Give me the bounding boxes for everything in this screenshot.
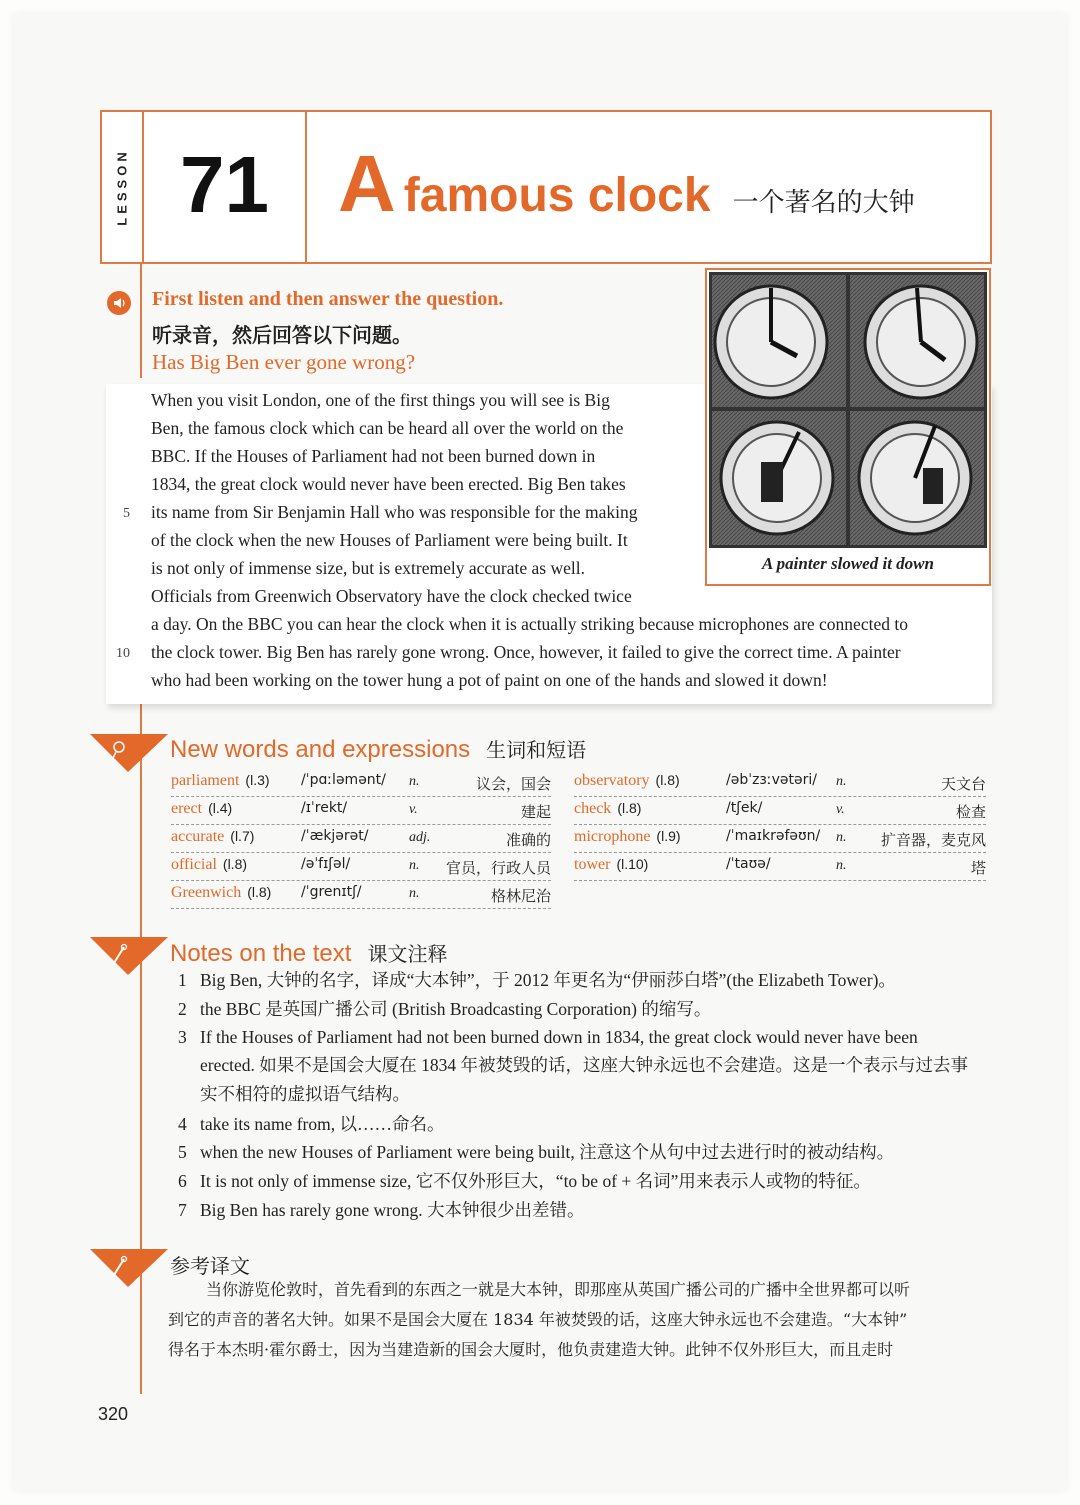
vocab-phonetic: /ˈtaʊə/ [726,856,771,872]
vocab-part-of-speech: adj. [409,830,431,845]
vocab-phonetic: /ˈgrenɪtʃ/ [301,884,362,900]
passage-line: 1834, the great clock would never have been erected. Big Ben takes [151,474,626,494]
note-item [178,998,711,1020]
vocab-phonetic: /əbˈzɜːvətəri/ [726,772,817,788]
note-item [178,1141,894,1163]
note-text: when the new Houses of Parliament were being built, 注意这个从句中过去进行时的被动结构。 [200,1142,895,1162]
vocab-word [171,800,232,818]
listen-instruction-en: First listen and then answer the question. [152,288,504,310]
vocab-meaning: 扩音器，麦克风 [880,831,986,849]
vocab-part-of-speech: v. [836,802,845,817]
vocab-word [574,828,681,846]
lesson-header [100,110,992,264]
vocab-word [171,856,247,874]
passage-line: is not only of immense size, but is extremely accurate as well. [151,558,585,578]
note-text: It is not only of immense size, 它不仅外形巨大，“to be of + 名词”用来表示人或物的特征。 [200,1171,871,1191]
vocab-word-text: erect [171,800,203,817]
note-text: If the Houses of Parliament had not been burned down in 1834, the great clock would never have been [200,1027,918,1047]
vocab-word [574,856,648,874]
vocab-row [574,826,986,853]
note-item [178,1026,918,1048]
line-number-10: 10 [116,646,130,661]
vocab-row [574,770,986,797]
vocab-word-text: tower [574,856,611,873]
listen-question: Has Big Ben ever gone wrong? [152,350,416,374]
passage-line: Ben, the famous clock which can be heard all over the world on the [151,418,624,438]
vocab-phonetic: /tʃek/ [726,800,763,816]
note-text: Big Ben, 大钟的名字，译成“大本钟”，于 2012 年更名为“伊丽莎白塔”(the Elizabeth Tower)。 [200,970,896,990]
vocab-word [574,800,641,818]
line-number-5: 5 [123,506,130,521]
vocab-meaning: 检查 [955,803,986,821]
vocab-title-cn: 生词和短语 [486,738,587,762]
vocab-phonetic: /əˈfɪʃəl/ [301,856,351,872]
vocab-meaning: 建起 [520,803,551,821]
note-number: 7 [178,1200,187,1220]
vocab-line-ref: (l.8) [247,884,272,900]
vocab-line-ref: (l.10) [616,856,649,872]
vocab-part-of-speech: v. [409,802,418,817]
lesson-number-column [144,112,307,262]
note-text: take its name from, 以……命名。 [200,1114,445,1134]
lightbulb-icon [90,734,168,772]
passage-line: When you visit London, one of the first things you will see is Big [151,390,610,410]
lesson-label-column [102,112,144,262]
vocab-word-text: check [574,800,612,817]
passage-line: BBC. If the Houses of Parliament had not been burned down in [151,446,596,466]
vocab-meaning: 格林尼治 [490,887,551,905]
vocab-word [574,772,680,790]
vocab-part-of-speech: n. [409,774,420,789]
vocab-heading [170,734,586,764]
title-first-letter: A [338,139,396,228]
note-text: Big Ben has rarely gone wrong. 大本钟很少出差错。 [200,1200,585,1220]
clock-panel-3 [712,411,846,545]
clock-illustration [705,268,991,586]
vocab-part-of-speech: n. [836,774,847,789]
vocab-word [171,828,254,846]
passage-line: who had been working on the tower hung a pot of paint on one of the hands and slowed it down! [151,670,828,690]
vocab-line-ref: (l.9) [656,828,681,844]
vocab-phonetic: /ɪˈrekt/ [301,800,348,816]
pen-icon [90,937,168,975]
vocab-line-ref: (l.8) [617,800,642,816]
note-number: 1 [178,970,187,990]
note-item-continuation: erected. 如果不是国会大厦在 1834 年被焚毁的话，这座大钟永远也不会建造。这是一个表示与过去事 [200,1055,969,1075]
vocab-phonetic: /ˈækjərət/ [301,828,369,844]
note-item [178,969,896,991]
vocab-meaning: 官员，行政人员 [445,859,551,877]
picture-caption: A painter slowed it down [762,554,934,573]
vocab-word [171,772,270,790]
vocab-word-text: official [171,856,217,873]
vocab-word-text: observatory [574,772,650,789]
vocab-row [171,770,551,797]
notes-title-cn: 课文注释 [367,942,448,966]
vocab-row [574,854,986,881]
note-number: 5 [178,1142,187,1162]
note-item [178,1170,871,1192]
vocab-line-ref: (l.8) [655,772,680,788]
margin-rule-bottom [140,704,142,1394]
note-item [178,1199,584,1221]
translation-line: 得名于本杰明·霍尔爵士，因为当建造新的国会大厦时，他负责建造大钟。此钟不仅外形巨大，而且走时 [168,1340,894,1359]
vocab-meaning: 塔 [970,859,986,877]
vocab-part-of-speech: n. [836,858,847,873]
title-chinese: 一个著名的大钟 [732,188,915,218]
listen-instruction-cn: 听录音，然后回答以下问题。 [152,323,412,347]
translation-line: 到它的声音的著名大钟。如果不是国会大厦在 1834 年被焚毁的话，这座大钟永远也不会建造。“大本钟” [168,1310,908,1329]
title-rest: famous clock [403,169,711,222]
clock-panels [709,272,987,548]
passage-line: its name from Sir Benjamin Hall who was responsible for the making [151,502,638,522]
vocab-line-ref: (l.3) [245,772,270,788]
vocab-word-text: accurate [171,828,225,845]
translation-line: 当你游览伦敦时，首先看到的东西之一就是大本钟，即那座从英国广播公司的广播中全世界都可以听 [206,1280,911,1299]
note-text: the BBC 是英国广播公司 (British Broadcasting Corporation) 的缩写。 [200,999,712,1019]
vocab-row [171,798,551,825]
pen-icon [90,1249,168,1287]
vocab-part-of-speech: n. [409,858,420,873]
note-number: 4 [178,1114,187,1134]
vocab-row [171,826,551,853]
clock-panel-2 [850,275,984,407]
lesson-label: LESSON [114,148,130,226]
vocab-word-text: microphone [574,828,651,845]
vocab-row [171,854,551,881]
clock-panel-1 [712,275,846,407]
note-item [178,1113,444,1135]
passage-line: the clock tower. Big Ben has rarely gone wrong. Once, however, it failed to give the correct time. A painter [151,642,901,662]
margin-rule-top [140,262,142,378]
vocab-word-text: Greenwich [171,884,242,901]
vocab-phonetic: /ˈpɑːləmənt/ [301,772,386,788]
vocab-meaning: 议会，国会 [475,775,551,793]
note-item-continuation: 实不相符的虚拟语气结构。 [200,1084,410,1104]
clock-panel-4 [850,411,984,545]
speaker-icon[interactable] [107,291,131,315]
note-number: 3 [178,1027,187,1047]
lesson-number: 71 [180,140,269,229]
clock-faces-image [709,272,987,548]
vocab-word [171,884,271,902]
passage-line: of the clock when the new Houses of Parliament were being built. It [151,530,628,550]
vocab-part-of-speech: n. [836,830,847,845]
vocab-title: New words and expressions [170,736,471,763]
vocab-line-ref: (l.7) [230,828,255,844]
lesson-title [338,134,915,234]
vocab-word-text: parliament [171,772,240,789]
vocab-meaning: 天文台 [940,775,986,793]
passage-line: a day. On the BBC you can hear the clock when it is actually striking because microphones are connected to [151,614,908,634]
notes-title: Notes on the text [170,940,352,967]
page-number: 320 [98,1404,129,1424]
vocab-row [574,798,986,825]
vocab-phonetic: /ˈmaɪkrəfəʊn/ [726,828,821,844]
translation-title: 参考译文 [170,1254,250,1278]
vocab-meaning: 准确的 [505,831,551,849]
vocab-line-ref: (l.4) [208,800,233,816]
notes-heading [170,938,447,968]
vocab-line-ref: (l.8) [222,856,248,872]
vocab-part-of-speech: n. [409,886,420,901]
note-number: 6 [178,1171,187,1191]
passage-line: Officials from Greenwich Observatory have the clock checked twice [151,586,632,606]
note-number: 2 [178,999,187,1019]
vocab-row [171,882,551,909]
